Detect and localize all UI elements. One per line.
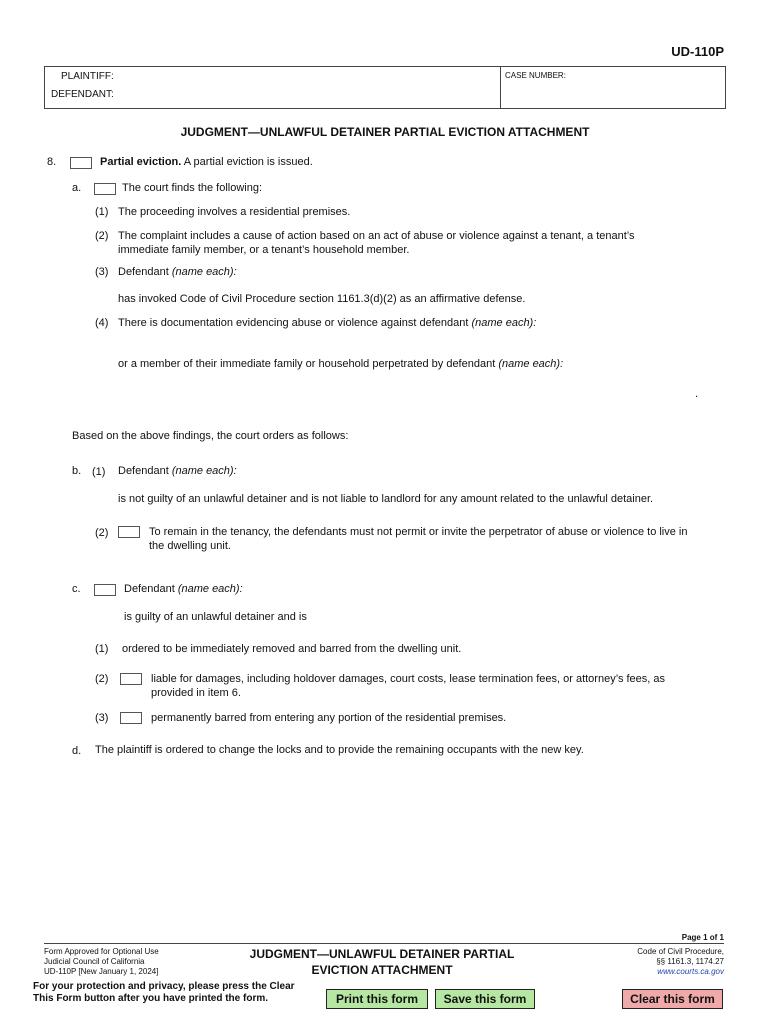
code-reference	[637, 947, 724, 977]
order-b2-line-2: the dwelling unit.	[149, 540, 231, 552]
item-c-letter: c.	[72, 583, 81, 595]
form-approved	[44, 947, 159, 977]
order-b2-number: (2)	[95, 527, 109, 539]
case-caption-box	[44, 66, 726, 109]
privacy-notice	[33, 981, 295, 1005]
order-b1-not-guilty: is not guilty of an unlawful detainer and is not liable to landlord for any amount related to the unlawful detainer.	[118, 493, 654, 505]
order-b1-text	[118, 465, 237, 477]
liable-for-damages-checkbox[interactable]	[120, 673, 142, 685]
order-b1-name-each: (name each):	[171, 465, 237, 477]
order-b1-number: (1)	[92, 466, 106, 478]
permanently-barred-checkbox[interactable]	[120, 712, 142, 724]
defendant-label: DEFENDANT:	[51, 89, 114, 100]
court-finds-checkbox[interactable]	[94, 183, 116, 195]
finding-3-affirmative-defense: has invoked Code of Civil Procedure section 1161.3(d)(2) as an affirmative defense.	[118, 293, 526, 305]
finding-3-defendant: Defendant	[118, 266, 169, 278]
finding-3-text	[118, 266, 237, 278]
privacy-line-1: For your protection and privacy, please press the Clear	[33, 981, 295, 992]
plaintiff-label: PLAINTIFF:	[61, 71, 114, 82]
form-title: JUDGMENT—UNLAWFUL DETAINER PARTIAL EVICTION ATTACHMENT	[180, 125, 590, 139]
approved-line-1: Form Approved for Optional Use	[44, 947, 159, 956]
code-line-1: Code of Civil Procedure,	[637, 947, 724, 956]
page-number: Page 1 of 1	[681, 933, 724, 942]
finding-4-period: .	[695, 388, 699, 400]
order-b2-line-1: To remain in the tenancy, the defendants must not permit or invite the perpetrator of abuse or violence to live in	[149, 526, 688, 538]
form-id: UD-110P	[671, 44, 724, 59]
item-d-text: The plaintiff is ordered to change the locks and to provide the remaining occupants with the new key.	[95, 744, 584, 756]
order-c1-text: ordered to be immediately removed and barred from the dwelling unit.	[122, 643, 462, 655]
item-8-heading-rest: A partial eviction is issued.	[183, 156, 313, 168]
courts-website-link[interactable]: www.courts.ca.gov	[657, 967, 724, 976]
order-c3-number: (3)	[95, 712, 109, 724]
remain-in-tenancy-checkbox[interactable]	[118, 526, 140, 538]
finding-2-number: (2)	[95, 230, 109, 242]
item-c-guilty: is guilty of an unlawful detainer and is	[124, 611, 307, 623]
save-form-button[interactable]: Save this form	[435, 989, 535, 1009]
case-number-divider	[500, 67, 501, 108]
item-c-name-each: (name each):	[177, 583, 243, 595]
finding-4-line-2-name-each: (name each):	[498, 358, 564, 370]
based-on-findings: Based on the above findings, the court orders as follows:	[72, 430, 349, 442]
item-a-letter: a.	[72, 182, 82, 194]
finding-2-line-2: immediate family member, or a tenant’s household member.	[118, 244, 410, 256]
item-8-heading-bold: Partial eviction.	[100, 156, 182, 168]
finding-4-documentation: There is documentation evidencing abuse or violence against defendant	[118, 317, 469, 329]
finding-1-text: The proceeding involves a residential premises.	[118, 206, 351, 218]
finding-4-text	[118, 317, 536, 329]
finding-3-number: (3)	[95, 266, 109, 278]
approved-line-3: UD-110P [New January 1, 2024]	[44, 967, 159, 976]
privacy-line-2: This Form button after you have printed the form.	[33, 993, 269, 1004]
order-c2-line-1: liable for damages, including holdover damages, court costs, lease termination fees, or attorney’s fees, as	[151, 673, 666, 685]
print-form-button[interactable]: Print this form	[326, 989, 428, 1009]
finding-4-number: (4)	[95, 317, 109, 329]
item-8-number: 8.	[47, 156, 57, 168]
court-finds-label: The court finds the following:	[122, 182, 263, 194]
order-c2-number: (2)	[95, 673, 109, 685]
item-d-letter: d.	[72, 745, 82, 757]
order-c2-line-2: provided in item 6.	[151, 687, 241, 699]
footer-title-line-1: JUDGMENT—UNLAWFUL DETAINER PARTIAL	[249, 947, 515, 961]
finding-3-name-each: (name each):	[171, 266, 237, 278]
finding-2-line-1: The complaint includes a cause of action based on an act of abuse or violence against a tenant, a tenant’s	[118, 230, 635, 242]
finding-4-line-2	[118, 358, 563, 370]
footer-title-line-2: EVICTION ATTACHMENT	[311, 963, 453, 977]
order-b1-defendant: Defendant	[118, 465, 169, 477]
approved-line-2: Judicial Council of California	[44, 957, 145, 966]
item-8-heading	[100, 156, 313, 168]
footer-title	[222, 946, 542, 978]
order-c3-text: permanently barred from entering any portion of the residential premises.	[151, 712, 507, 724]
item-b-letter: b.	[72, 465, 82, 477]
finding-4-name-each: (name each):	[471, 317, 537, 329]
clear-form-button[interactable]: Clear this form	[622, 989, 723, 1009]
finding-1-number: (1)	[95, 206, 109, 218]
footer-divider	[44, 943, 724, 944]
partial-eviction-checkbox[interactable]	[70, 157, 92, 169]
order-c1-number: (1)	[95, 643, 109, 655]
item-c-defendant	[124, 583, 243, 595]
code-line-2: §§ 1161.3, 1174.27	[656, 957, 724, 966]
finding-4-household: or a member of their immediate family or household perpetrated by defendant	[118, 358, 496, 370]
item-c-defendant-label: Defendant	[124, 583, 175, 595]
defendant-guilty-checkbox[interactable]	[94, 584, 116, 596]
case-number-label: CASE NUMBER:	[505, 71, 566, 80]
